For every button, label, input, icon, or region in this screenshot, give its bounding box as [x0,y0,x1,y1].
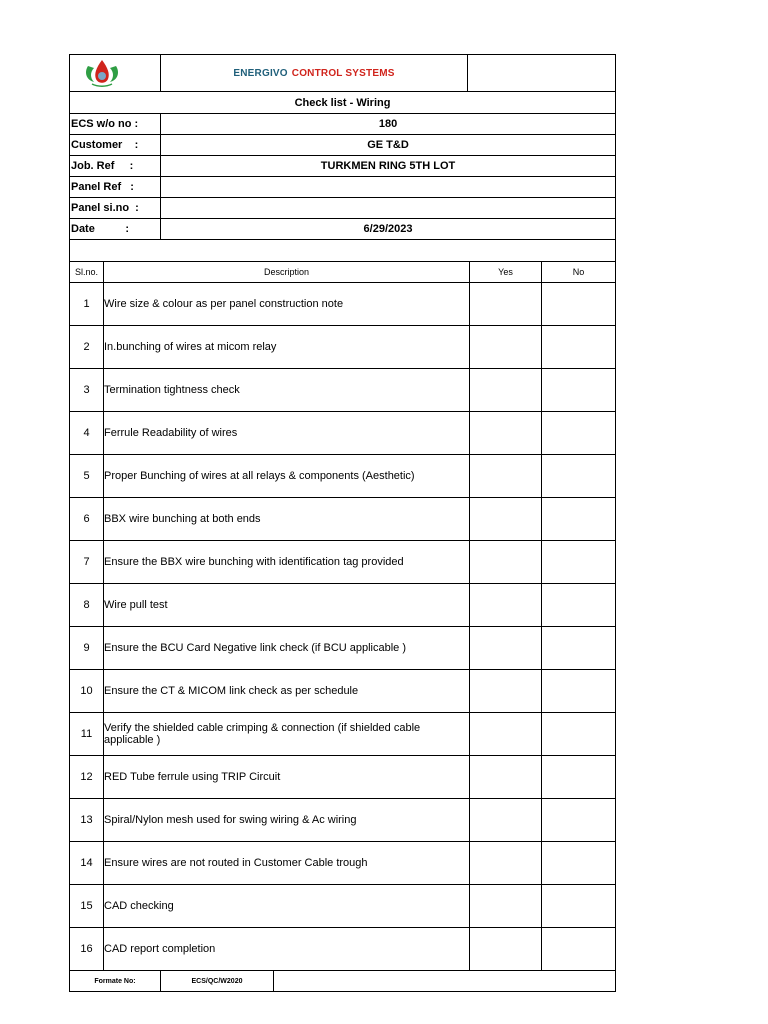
no-check-cell[interactable] [542,326,616,369]
info-table [69,91,616,262]
checklist-row [70,842,616,885]
item-description: CAD checking [104,885,470,928]
no-check-cell[interactable] [542,842,616,885]
yes-check-cell[interactable] [470,283,542,326]
item-description: Ferrule Readability of wires [104,412,470,455]
item-description: Spiral/Nylon mesh used for swing wiring & Ac wiring [104,799,470,842]
no-check-cell[interactable] [542,670,616,713]
no-check-cell[interactable] [542,455,616,498]
item-number: 6 [70,498,104,541]
company-name [161,55,468,92]
no-check-cell[interactable] [542,799,616,842]
checklist-sheet [69,54,615,992]
spacer-row [70,240,616,262]
footer-table [69,970,616,992]
no-check-cell[interactable] [542,369,616,412]
header-blank-cell [468,55,616,92]
no-check-cell[interactable] [542,283,616,326]
checklist-title: Check list - Wiring [70,92,616,114]
info-value[interactable] [161,198,616,219]
yes-check-cell[interactable] [470,369,542,412]
yes-check-cell[interactable] [470,670,542,713]
item-number: 12 [70,756,104,799]
no-check-cell[interactable] [542,756,616,799]
logo-cell [70,55,161,92]
info-label: Panel Ref : [70,177,161,198]
yes-check-cell[interactable] [470,756,542,799]
item-number: 8 [70,584,104,627]
item-number: 2 [70,326,104,369]
checklist-row [70,584,616,627]
column-header-description: Description [104,262,470,283]
footer-blank-cell [274,971,616,992]
item-number: 5 [70,455,104,498]
item-description: Ensure wires are not routed in Customer Cable trough [104,842,470,885]
item-description: Proper Bunching of wires at all relays & components (Aesthetic) [104,455,470,498]
format-number-label: Formate No: [70,971,161,992]
flame-drop-logo-icon [82,58,122,88]
item-description: Ensure the BCU Card Negative link check (if BCU applicable ) [104,627,470,670]
info-row [70,156,616,177]
checklist-row [70,541,616,584]
checklist-row [70,369,616,412]
info-row [70,177,616,198]
item-number: 10 [70,670,104,713]
item-description: RED Tube ferrule using TRIP Circuit [104,756,470,799]
yes-check-cell[interactable] [470,799,542,842]
item-description: Ensure the BBX wire bunching with identification tag provided [104,541,470,584]
checklist-table [69,261,616,971]
column-header-row [70,262,616,283]
info-value[interactable] [161,177,616,198]
checklist-row [70,799,616,842]
item-description: Ensure the CT & MICOM link check as per schedule [104,670,470,713]
checklist-row [70,498,616,541]
item-description: CAD report completion [104,928,470,971]
info-value[interactable]: GE T&D [161,135,616,156]
no-check-cell[interactable] [542,928,616,971]
info-row [70,219,616,240]
checklist-row [70,928,616,971]
column-header-yes: Yes [470,262,542,283]
info-row [70,135,616,156]
checklist-row [70,283,616,326]
item-description: Verify the shielded cable crimping & connection (if shielded cable applicable ) [104,713,470,756]
no-check-cell[interactable] [542,412,616,455]
item-number: 9 [70,627,104,670]
yes-check-cell[interactable] [470,498,542,541]
yes-check-cell[interactable] [470,584,542,627]
item-number: 3 [70,369,104,412]
checklist-row [70,455,616,498]
yes-check-cell[interactable] [470,412,542,455]
no-check-cell[interactable] [542,627,616,670]
info-label: Job. Ref : [70,156,161,177]
no-check-cell[interactable] [542,885,616,928]
item-description: Wire size & colour as per panel construction note [104,283,470,326]
info-label: Date : [70,219,161,240]
checklist-row [70,326,616,369]
company-name-part1: ENERGIVO [233,67,288,79]
yes-check-cell[interactable] [470,455,542,498]
yes-check-cell[interactable] [470,713,542,756]
item-number: 7 [70,541,104,584]
item-number: 1 [70,283,104,326]
info-label: Panel si.no : [70,198,161,219]
info-value[interactable]: TURKMEN RING 5TH LOT [161,156,616,177]
item-description: Wire pull test [104,584,470,627]
no-check-cell[interactable] [542,541,616,584]
item-number: 14 [70,842,104,885]
item-description: In.bunching of wires at micom relay [104,326,470,369]
checklist-row [70,412,616,455]
info-label: ECS w/o no : [70,114,161,135]
company-name-part2: CONTROL SYSTEMS [291,67,395,79]
info-row [70,198,616,219]
yes-check-cell[interactable] [470,326,542,369]
checklist-row [70,627,616,670]
column-header-slno: Sl.no. [70,262,104,283]
info-row [70,114,616,135]
checklist-row [70,756,616,799]
format-number-value: ECS/QC/W2020 [161,971,274,992]
yes-check-cell[interactable] [470,928,542,971]
column-header-no: No [542,262,616,283]
info-label: Customer : [70,135,161,156]
item-number: 13 [70,799,104,842]
item-description: Termination tightness check [104,369,470,412]
yes-check-cell[interactable] [470,842,542,885]
yes-check-cell[interactable] [470,627,542,670]
no-check-cell[interactable] [542,498,616,541]
item-number: 15 [70,885,104,928]
yes-check-cell[interactable] [470,541,542,584]
no-check-cell[interactable] [542,713,616,756]
item-description: BBX wire bunching at both ends [104,498,470,541]
checklist-row [70,713,616,756]
header-table [69,54,616,92]
info-value[interactable]: 180 [161,114,616,135]
item-number: 4 [70,412,104,455]
item-number: 16 [70,928,104,971]
no-check-cell[interactable] [542,584,616,627]
info-value[interactable]: 6/29/2023 [161,219,616,240]
yes-check-cell[interactable] [470,885,542,928]
item-number: 11 [70,713,104,756]
checklist-row [70,885,616,928]
checklist-row [70,670,616,713]
